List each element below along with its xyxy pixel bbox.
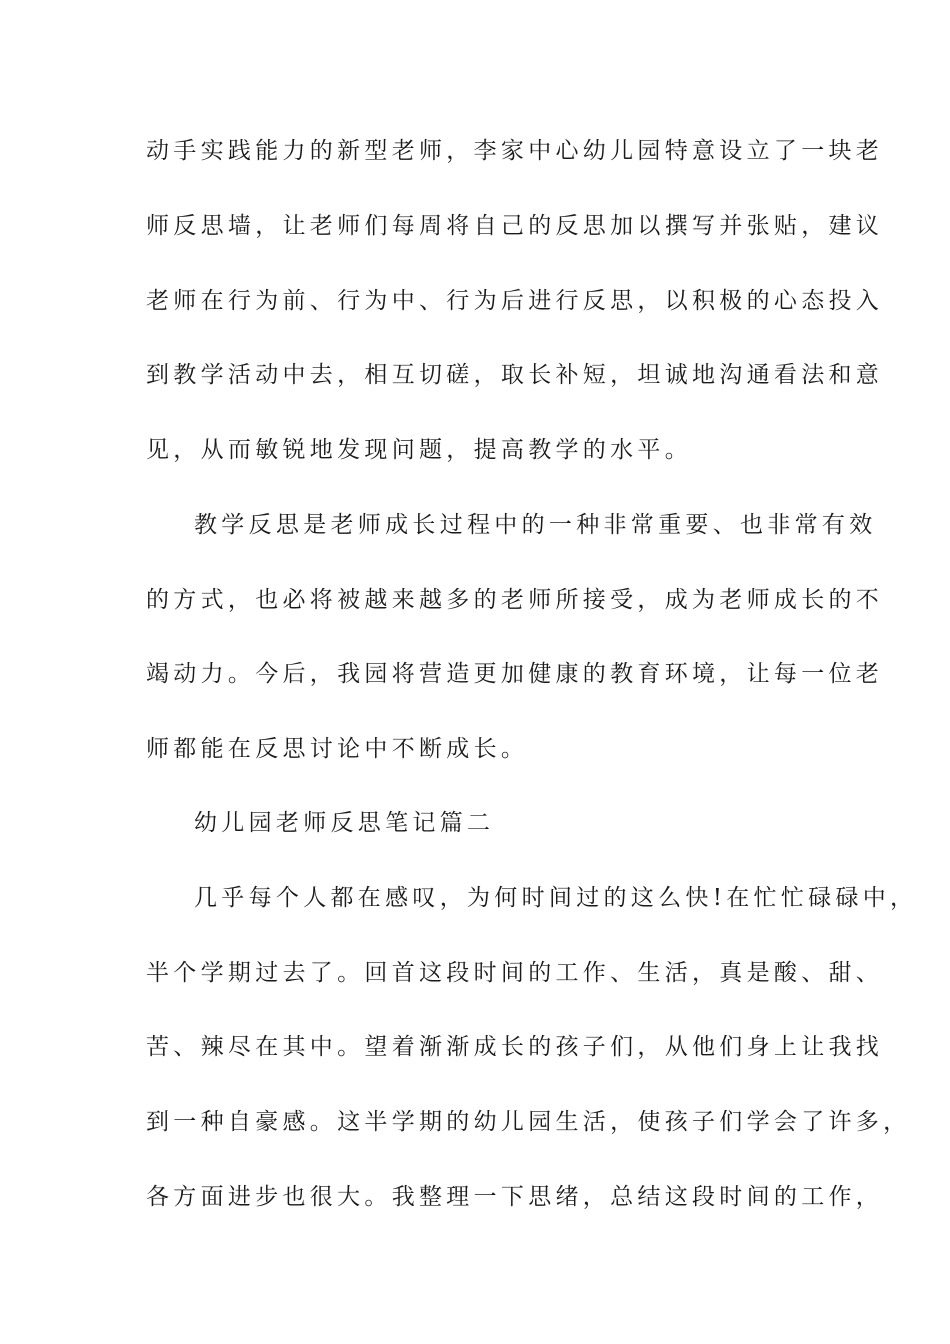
section-heading: 幼儿园老师反思笔记篇二	[194, 810, 495, 836]
paragraph-start-line: 几乎每个人都在感叹，为何时间过的这么快!在忙忙碌碌中，	[194, 885, 918, 911]
text-line: 竭动力。今后，我园将营造更加健康的教育环境，让每一位老	[146, 661, 884, 687]
paragraph-start-line: 教学反思是老师成长过程中的一种非常重要、也非常有效	[194, 512, 877, 538]
text-line: 半个学期过去了。回首这段时间的工作、生活，真是酸、甜、	[146, 960, 884, 986]
text-line: 到教学活动中去，相互切磋，取长补短，坦诚地沟通看法和意	[146, 362, 884, 388]
text-line: 动手实践能力的新型老师，李家中心幼儿园特意设立了一块老	[146, 138, 884, 164]
text-line: 师反思墙，让老师们每周将自己的反思加以撰写并张贴，建议	[146, 213, 884, 239]
text-line: 各方面进步也很大。我整理一下思绪，总结这段时间的工作，	[146, 1184, 884, 1210]
text-line: 的方式，也必将被越来越多的老师所接受，成为老师成长的不	[146, 587, 884, 613]
text-line: 师都能在反思讨论中不断成长。	[146, 736, 529, 762]
text-line: 到一种自豪感。这半学期的幼儿园生活，使孩子们学会了许多，	[146, 1109, 911, 1135]
text-line: 苦、辣尽在其中。望着渐渐成长的孩子们，从他们身上让我找	[146, 1034, 884, 1060]
text-line: 老师在行为前、行为中、行为后进行反思，以积极的心态投入	[146, 288, 884, 314]
text-line: 见，从而敏锐地发现问题，提高教学的水平。	[146, 437, 692, 463]
